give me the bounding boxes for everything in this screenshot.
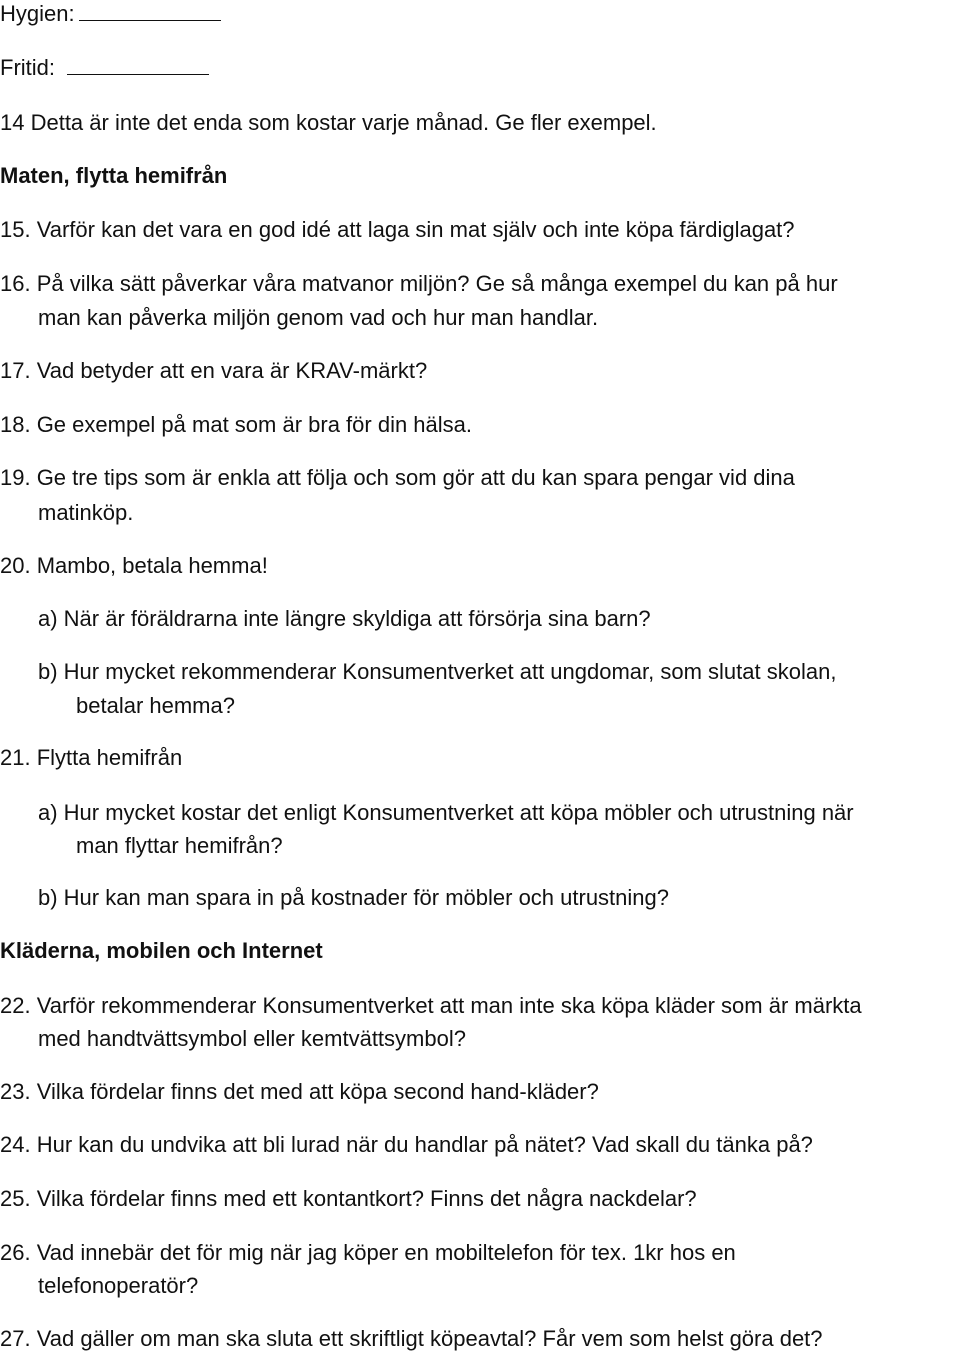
question-19-line-2: matinköp. bbox=[38, 500, 134, 525]
question-22-line-2: med handtvättsymbol eller kemtvättsymbol? bbox=[38, 1026, 466, 1051]
section-heading-maten: Maten, flytta hemifrån bbox=[0, 163, 228, 188]
question-26-line-2: telefonoperatör? bbox=[38, 1273, 199, 1298]
question-14: 14 Detta är inte det enda som kostar varje månad. Ge fler exempel. bbox=[0, 110, 657, 135]
fritid-field bbox=[0, 52, 209, 84]
question-20b-line-2: betalar hemma? bbox=[76, 693, 235, 718]
question-22-line-1: 22. Varför rekommenderar Konsumentverket att man inte ska köpa kläder som är märkta bbox=[0, 993, 862, 1018]
question-16-line-2: man kan påverka miljön genom vad och hur man handlar. bbox=[38, 305, 599, 330]
question-15: 15. Varför kan det vara en god idé att laga sin mat själv och inte köpa färdiglagat? bbox=[0, 217, 795, 242]
question-17: 17. Vad betyder att en vara är KRAV-märkt? bbox=[0, 358, 428, 383]
question-27: 27. Vad gäller om man ska sluta ett skriftligt köpeavtal? Får vem som helst göra det? bbox=[0, 1326, 823, 1351]
question-16-line-1: 16. På vilka sätt påverkar våra matvanor miljön? Ge så många exempel du kan på hur bbox=[0, 271, 838, 296]
question-25: 25. Vilka fördelar finns med ett kontantkort? Finns det några nackdelar? bbox=[0, 1186, 697, 1211]
question-21b: b) Hur kan man spara in på kostnader för möbler och utrustning? bbox=[38, 885, 669, 910]
hygien-field bbox=[0, 0, 221, 30]
question-20: 20. Mambo, betala hemma! bbox=[0, 553, 268, 578]
question-18: 18. Ge exempel på mat som är bra för din hälsa. bbox=[0, 412, 473, 437]
question-23: 23. Vilka fördelar finns det med att köpa second hand-kläder? bbox=[0, 1079, 599, 1104]
question-20a: a) När är föräldrarna inte längre skyldiga att försörja sina barn? bbox=[38, 606, 651, 631]
section-heading-klader: Kläderna, mobilen och Internet bbox=[0, 938, 323, 963]
question-20b-line-1: b) Hur mycket rekommenderar Konsumentverket att ungdomar, som slutat skolan, bbox=[38, 659, 837, 684]
fritid-blank-line[interactable] bbox=[67, 54, 209, 75]
question-26-line-1: 26. Vad innebär det för mig när jag köper en mobiltelefon för tex. 1kr hos en bbox=[0, 1240, 736, 1265]
hygien-blank-line[interactable] bbox=[79, 0, 221, 21]
question-19-line-1: 19. Ge tre tips som är enkla att följa och som gör att du kan spara pengar vid dina bbox=[0, 465, 795, 490]
question-21a-line-1: a) Hur mycket kostar det enligt Konsumentverket att köpa möbler och utrustning när bbox=[38, 800, 854, 825]
fritid-label: Fritid: bbox=[0, 55, 55, 80]
question-21: 21. Flytta hemifrån bbox=[0, 745, 183, 770]
question-21a-line-2: man flyttar hemifrån? bbox=[76, 833, 283, 858]
question-24: 24. Hur kan du undvika att bli lurad när du handlar på nätet? Vad skall du tänka på? bbox=[0, 1132, 813, 1157]
hygien-label: Hygien: bbox=[0, 1, 75, 26]
